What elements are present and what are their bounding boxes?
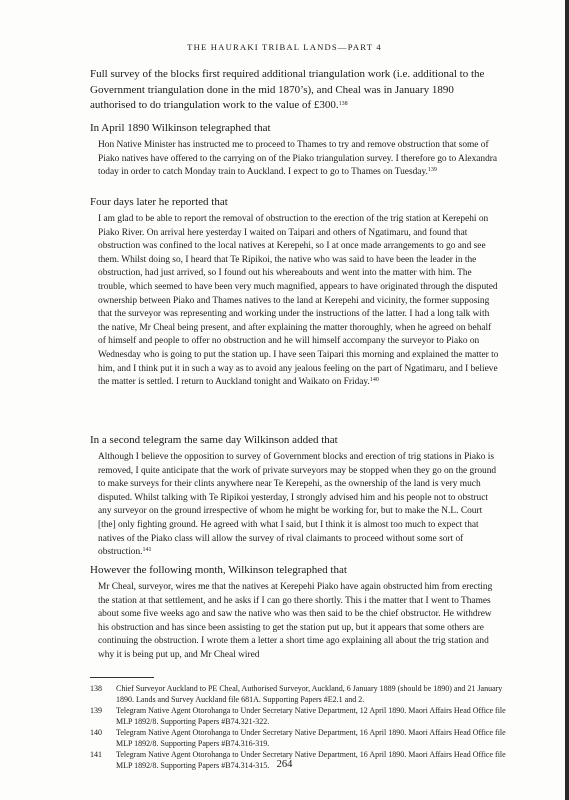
quote-text: Mr Cheal, surveyor, wires me that the natives at Kerepehi Piako have again obstructed him from erecting the station at that settlement, and he asks if I can go there shortly. This i the matter that I went to Thames about some five weeks ago and saw the native who was then said to be the chief obstructor. He withdrew his obstruction and has since been assisting to get the station put up, but it appears that some others are continuing the obstruction. I wrote them a letter a short time ago explaining all about the trig station and why it is being put up, and Mr Cheal wired [98,582,493,660]
footnote-text: Chief Surveyor Auckland to PE Cheal, Authorised Surveyor, Auckland, 6 January 1889 (should be 1890) and 21 January 1890. Lands and Survey Auckland file 681A. Supporting Papers #E2.1 and 2. [116,684,503,704]
paragraph [90,433,500,449]
footnote-text: Telegram Native Agent Otorohanga to Under Secretary Native Department, 12 April 1890. Maori Affairs Head Office file MLP 1892/8. Supporting Papers #B74.321-322. [116,705,506,726]
footnote [90,728,510,749]
footnote-number: 139 [90,705,102,715]
footnote-number: 141 [90,749,102,759]
quote-text: Hon Native Minister has instructed me to proceed to Thames to try and remove obstruction that some of Piako natives have offered to the carrying on of the Piako triangulation survey. I therefore go to Alexandra today in order to catch Monday train to Auckland. I expect to go to Thames on Tuesday. [98,140,498,178]
footnote-ref: 140 [369,377,379,384]
footnote-ref: 141 [142,547,152,554]
scan-edge [565,0,569,800]
quote-text: I am glad to be able to report the removal of obstruction to the erection of the trig station at Kerepehi on Piako River. On arrival here yesterday I waited on Taipari and others of Ngatimaru, and found that obstruction was confined to the local natives at Kerepehi, so I at once made arrangements to go and see them. Whilst doing so, I heard that Te Ripikoi, the native who was said to have been the leader in the obstruction, had just arrived, so I found out his whereabouts and went into the matter with him. The trouble, which seemed to have been very much magnified, appears to have originated through the disputed ownership between Piako and Thames natives to the land at Kerepehi and vicinity, the former supposing that the surveyor was representing and working under the instructions of the latter. I had a long talk with the native, Mr Cheal being present, and after explaining the matter thoroughly, when he agreed on behalf of himself and people to offer no obstruction and he will himself accompany the surveyor to Piako on Wednesday who is going to put the station up. I have seen Taipari this morning and explained the matter to him, and I think put it in such a way as to avoid any jealous feeling on the part of Ngatimaru, and I believe the matter is settled. I return to Auckland tonight and Waikato on Friday. [98,214,499,388]
paragraph [90,121,500,137]
paragraph-text: Full survey of the blocks first required additional triangulation work (i.e. additional to the Government triangulation done in the mid 1870’s), and Cheal was in January 1890 authorised to do triangulation work to the value of £300. [90,68,485,112]
footnote [90,684,510,705]
quote-text: Although I believe the opposition to survey of Government blocks and erection of trig stations in Piako is removed, I quite anticipate that the work of private surveyors may be stopped when they go on the ground to make surveys for their clints anywhere near Te Kerepehi, as the ownership of the land is very much disputed. Whilst talking with Te Ripikoi yesterday, I strongly advised him and his people not to obstruct any surveyor on the ground irrespective of whom he might be working for, but to make the N.L. Court [the] only fighting ground. He agreed with what I said, but I think it is almost too much to expect that natives of the Piako class will allow the survey of rival claimants to proceed without some sort of obstruction. [98,452,497,558]
paragraph-text: In April 1890 Wilkinson telegraphed that [90,122,271,134]
footnote-ref: 139 [427,167,437,174]
paragraph [90,67,500,114]
block-quote [90,581,500,663]
block-quote [90,451,500,560]
paragraph-text: However the following month, Wilkinson telegraphed that [90,564,347,576]
footnote [90,706,510,727]
footnote-ref: 138 [338,101,348,108]
running-header: THE HAURAKI TRIBAL LANDS—PART 4 [187,42,382,52]
block-quote [90,213,500,390]
paragraph-text: Four days later he reported that [90,196,228,208]
paragraph [90,563,500,579]
footnote-text: Telegram Native Agent Otorohanga to Under Secretary Native Department, 16 April 1890. Maori Affairs Head Office file MLP 1892/8. Supporting Papers #B74.316-319. [116,727,506,748]
paragraph [90,195,500,211]
block-quote [90,139,500,180]
footnote-text: Telegram Native Agent Otorohanga to Under Secretary Native Department, 16 April 1890. Maori Affairs Head Office file MLP 1892/8. Supporting Papers #B74.314-315. [116,749,506,770]
page-number: 264 [276,759,293,770]
footnote-rule [90,677,154,678]
footnote-number: 138 [90,684,102,693]
paragraph-text: In a second telegram the same day Wilkinson added that [90,434,338,446]
footnote-number: 140 [90,727,102,737]
